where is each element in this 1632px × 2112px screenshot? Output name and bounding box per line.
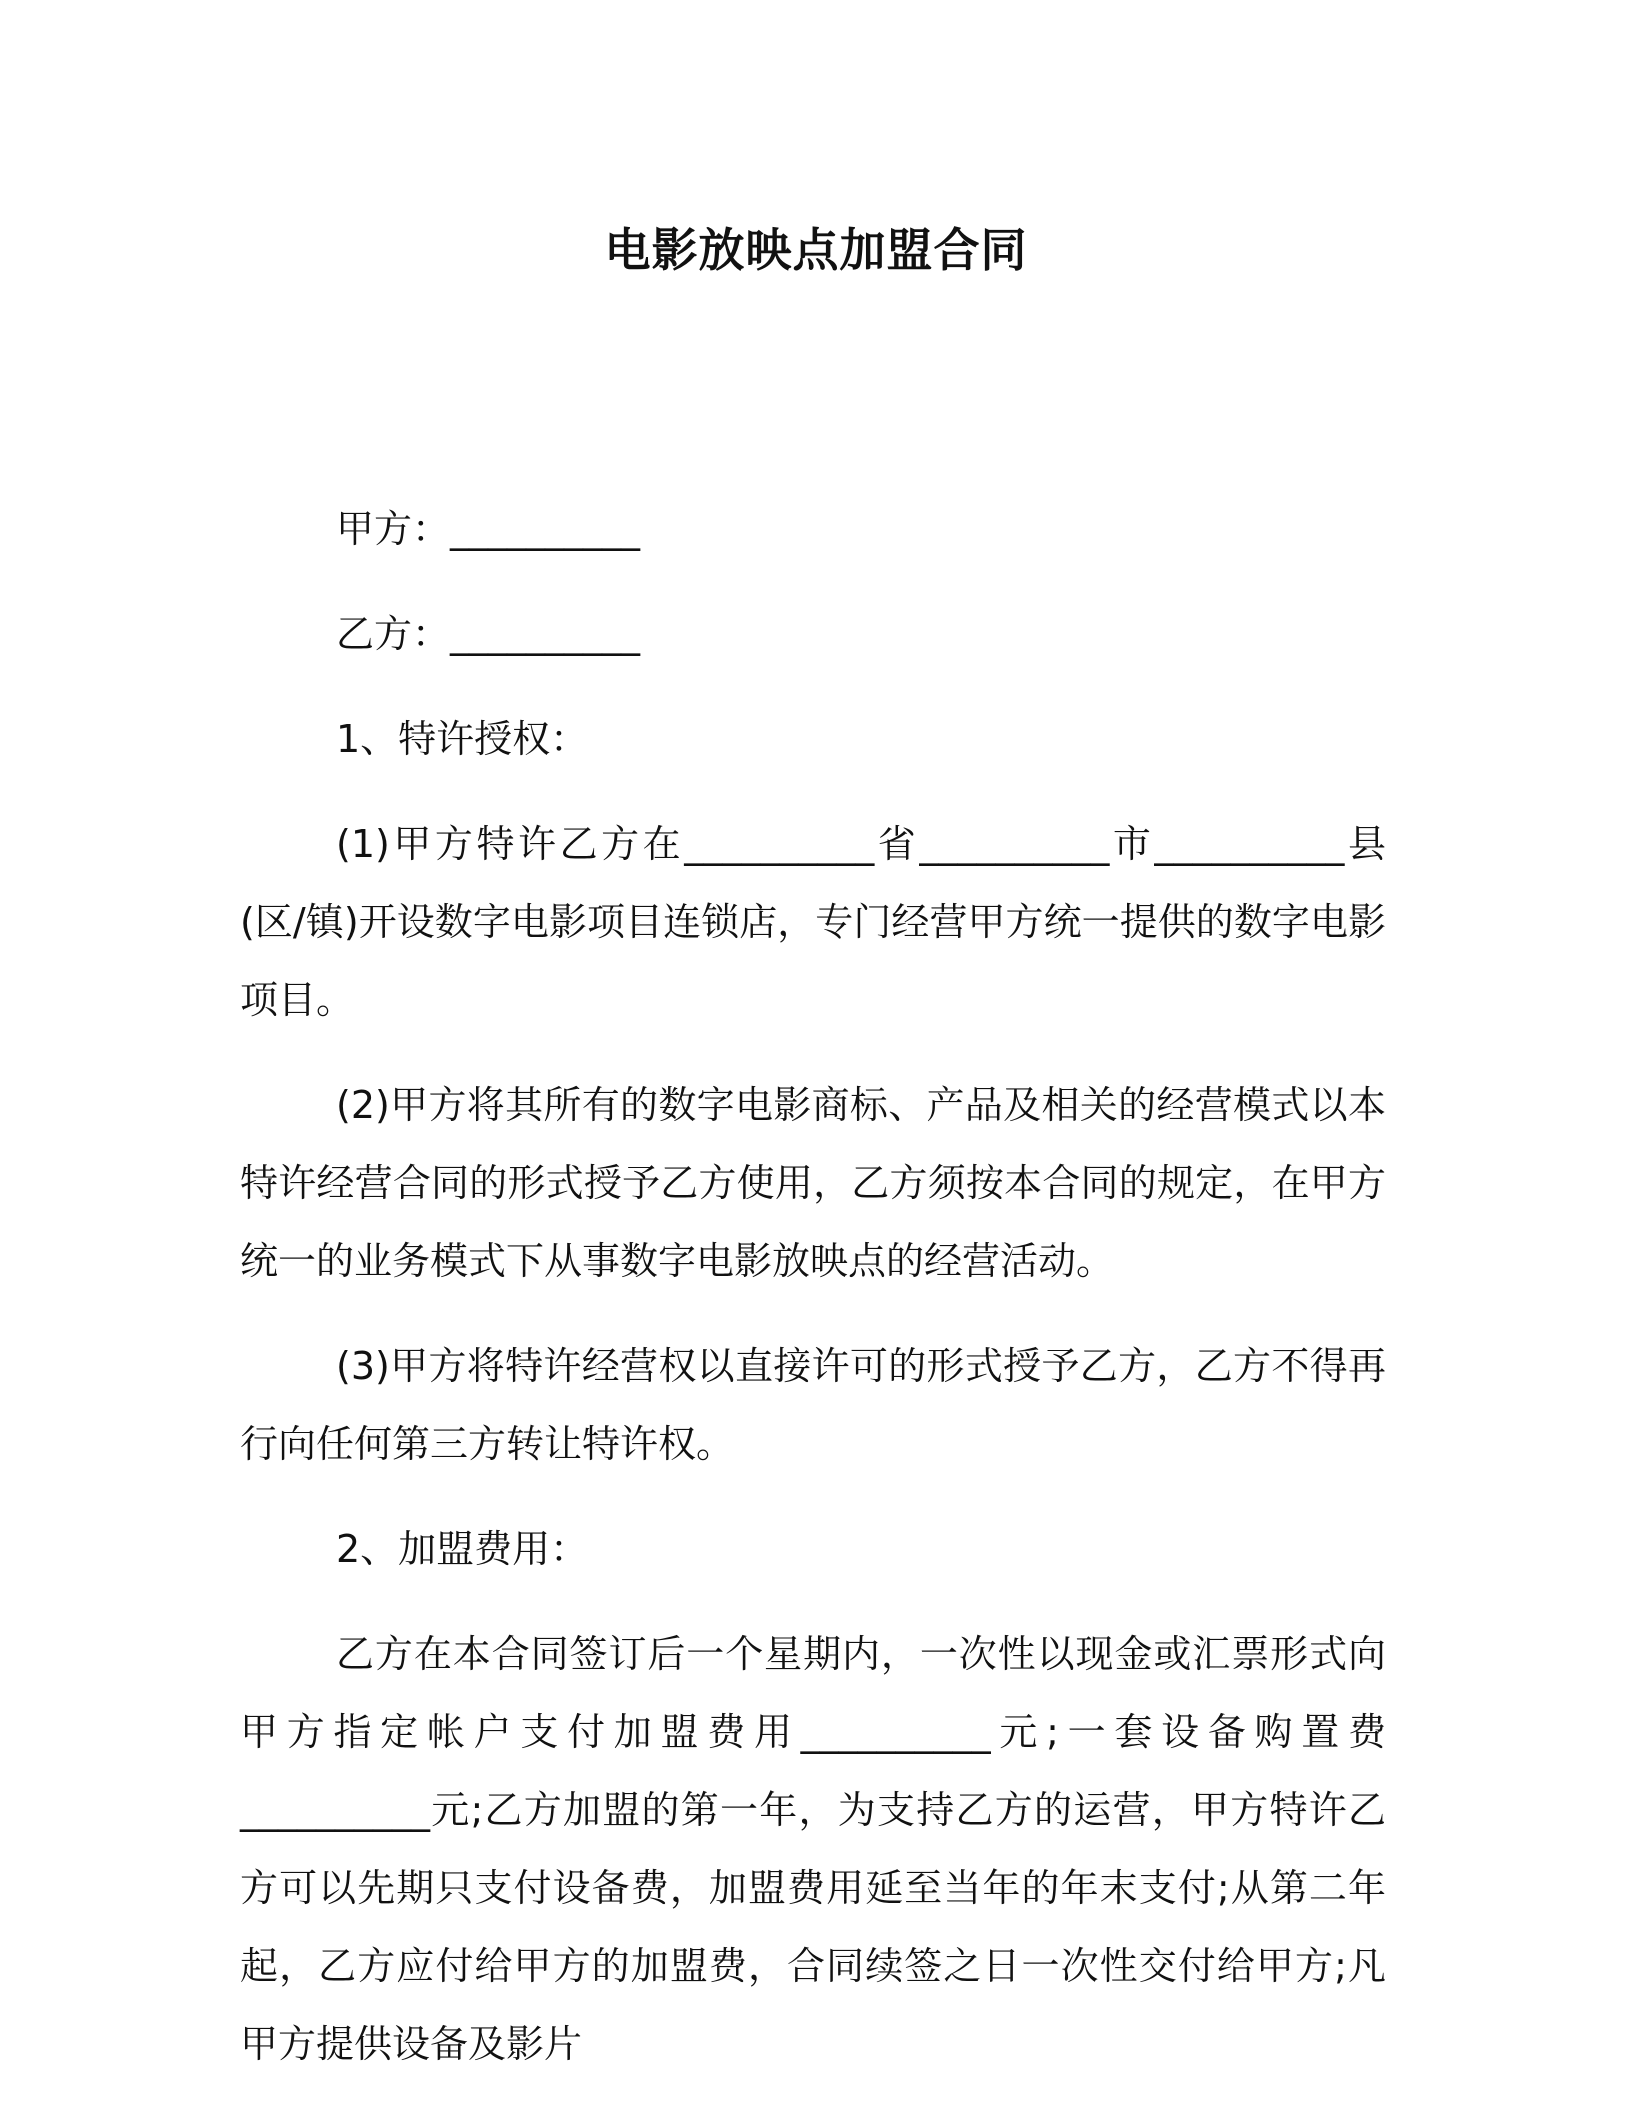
section-2-heading: 2、加盟费用：	[336, 1527, 589, 1571]
document-title: 电影放映点加盟合同	[604, 223, 1028, 277]
section-2-paragraph-1: 乙方在本合同签订后一个星期内，一次性以现金或汇票形式向甲方指定帐户支付加盟费用__________元;一套设备购置费__________元;乙方加盟的第一年，为支持乙方的运营，甲方特许乙方可以先期只支付设备费，加盟费用延至当年的年末支付;从第二年起，乙方应付给甲方的加盟费，合同续签之日一次性交付给甲方;凡甲方提供设备及影片	[240, 1632, 1386, 2066]
section-1-heading: 1、特许授权：	[336, 717, 589, 761]
party-a-line: 甲方：__________	[336, 507, 641, 551]
document-body	[240, 490, 1386, 2110]
party-b-line: 乙方：__________	[336, 612, 641, 656]
section-1-paragraph-2: (2)甲方将其所有的数字电影商标、产品及相关的经营模式以本特许经营合同的形式授予乙方使用，乙方须按本合同的规定，在甲方统一的业务模式下从事数字电影放映点的经营活动。	[240, 1083, 1386, 1283]
section-1-paragraph-3: (3)甲方将特许经营权以直接许可的形式授予乙方，乙方不得再行向任何第三方转让特许权。	[240, 1344, 1386, 1466]
section-1-paragraph-1: (1)甲方特许乙方在__________省__________市__________县(区/镇)开设数字电影项目连锁店，专门经营甲方统一提供的数字电影项目。	[240, 822, 1386, 1022]
